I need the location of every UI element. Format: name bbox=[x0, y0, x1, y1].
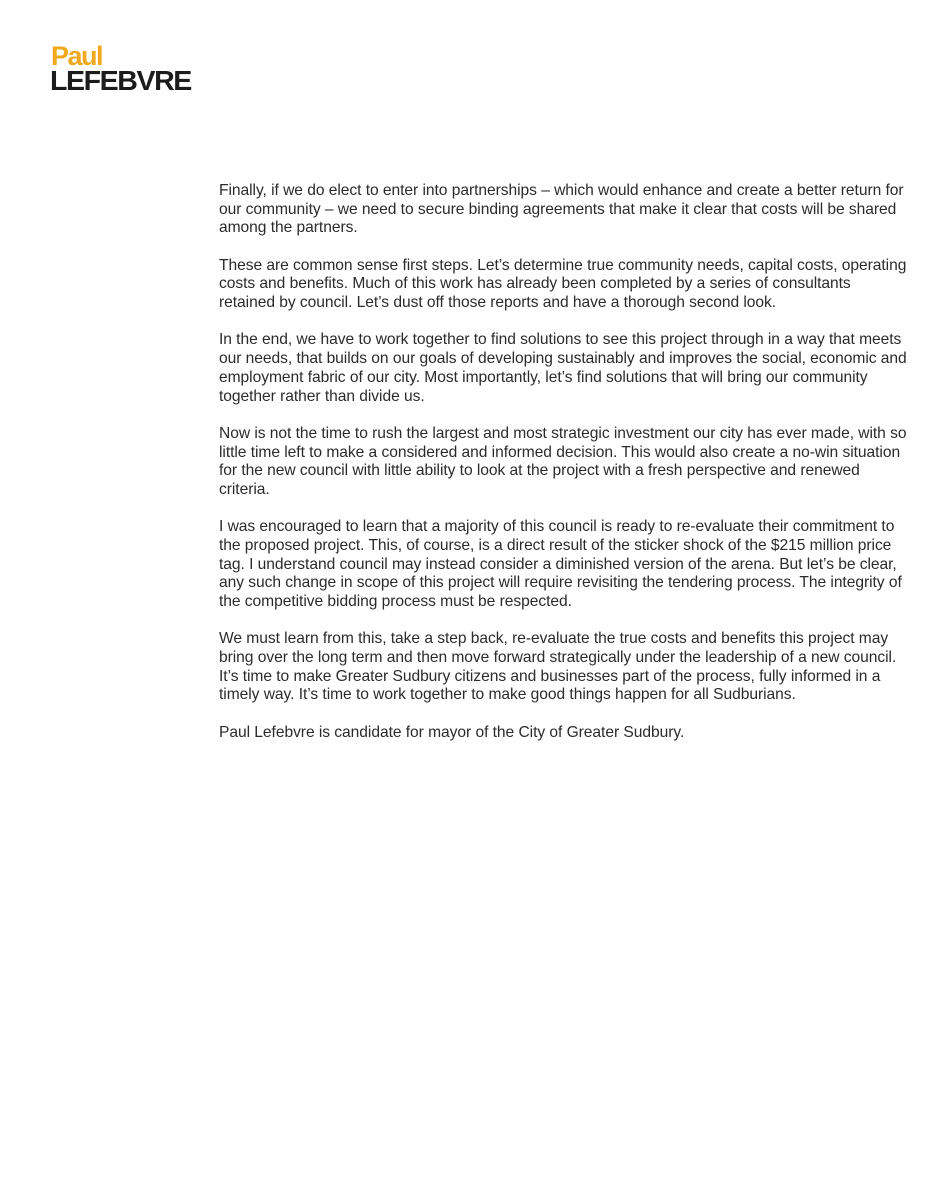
paragraph-re-evaluate: I was encouraged to learn that a majority of this council is ready to re-evaluate their commitment to the proposed project. This, of course, is a direct result of the sticker shock of the $215 million price tag. I understand council may instead consider a diminished version of the arena. But let’s be clear, any such change in scope of this project will require revisiting the tendering process. The integrity of the competitive bidding process must be respected. bbox=[219, 518, 902, 611]
paragraph-author-note: Paul Lefebvre is candidate for mayor of the City of Greater Sudbury. bbox=[219, 723, 685, 741]
logo bbox=[50, 43, 210, 97]
logo-last-name: LEFEBVRE bbox=[50, 65, 191, 96]
logo-first-name: Paul bbox=[51, 41, 103, 71]
paragraph-first-steps: These are common sense first steps. Let’s determine true community needs, capital costs, operating costs and benefits. Much of this work has already been completed by a series of consultants retained by council. Let’s dust off those reports and have a thorough second look. bbox=[219, 256, 907, 312]
article-body bbox=[219, 182, 909, 761]
paragraph-learn-from-this: We must learn from this, take a step back, re-evaluate the true costs and benefits this project may bring over the long term and then move forward strategically under the leadership of a new council. It’s time to make Greater Sudbury citizens and businesses part of the process, fully informed in a timely way. It’s time to work together to make good things happen for all Sudburians. bbox=[219, 630, 897, 704]
paragraph-work-together: In the end, we have to work together to find solutions to see this project through in a way that meets our needs, that builds on our goals of developing sustainably and improves the social, economic and employment fabric of our city. Most importantly, let’s find solutions that will bring our community together rather than divide us. bbox=[219, 331, 907, 405]
paragraph-partnerships: Finally, if we do elect to enter into partnerships – which would enhance and create a better return for our community – we need to secure binding agreements that make it clear that costs will be shared among the partners. bbox=[219, 182, 904, 237]
paragraph-not-the-time: Now is not the time to rush the largest and most strategic investment our city has ever made, with so little time left to make a considered and informed decision. This would also create a no-win situation for the new council with little ability to look at the project with a fresh perspective and renewed criteria. bbox=[219, 424, 907, 498]
